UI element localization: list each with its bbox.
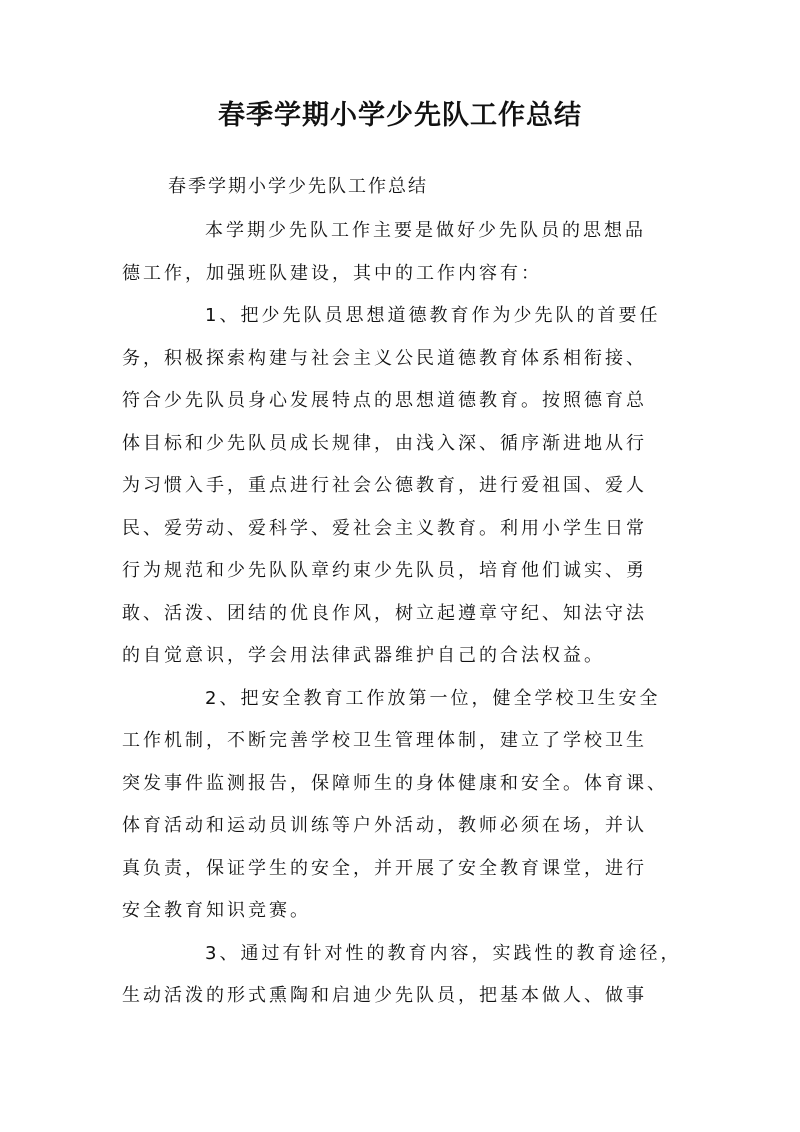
document-title: 春季学期小学少先队工作总结 <box>218 100 582 131</box>
body-line: 行为规范和少先队队章约束少先队员，培育他们诚实、勇 <box>122 560 647 581</box>
body-line: 的自觉意识，学会用法律武器维护自己的合法权益。 <box>122 645 605 666</box>
body-line: 安全教育知识竞赛。 <box>122 900 311 921</box>
body-line: 为习惯入手，重点进行社会公德教育，进行爱祖国、爱人 <box>122 475 647 496</box>
document-subtitle: 春季学期小学少先队工作总结 <box>168 176 428 197</box>
body-line: 突发事件监测报告，保障师生的身体健康和安全。体育课、 <box>122 773 668 794</box>
body-line: 符合少先队员身心发展特点的思想道德教育。按照德育总 <box>122 390 647 411</box>
body-line: 民、爱劳动、爱科学、爱社会主义教育。利用小学生日常 <box>122 518 647 539</box>
body-line: 体育活动和运动员训练等户外活动，教师必须在场，并认 <box>122 815 647 836</box>
body-line: 本学期少先队工作主要是做好少先队员的思想品 <box>205 220 646 241</box>
body-line: 工作机制，不断完善学校卫生管理体制，建立了学校卫生 <box>122 730 647 751</box>
body-line: 2、把安全教育工作放第一位，健全学校卫生安全 <box>205 688 661 709</box>
body-line: 德工作，加强班队建设，其中的工作内容有： <box>122 263 542 284</box>
body-line: 务，积极探索构建与社会主义公民道德教育体系相衔接、 <box>122 348 647 369</box>
body-line: 敢、活泼、团结的优良作风，树立起遵章守纪、知法守法 <box>122 603 647 624</box>
body-line: 真负责，保证学生的安全，并开展了安全教育课堂，进行 <box>122 858 647 879</box>
body-line: 1、把少先队员思想道德教育作为少先队的首要任 <box>205 305 661 326</box>
body-line: 生动活泼的形式熏陶和启迪少先队员，把基本做人、做事 <box>122 985 647 1006</box>
body-line: 3、通过有针对性的教育内容，实践性的教育途径， <box>205 943 682 964</box>
body-line: 体目标和少先队员成长规律，由浅入深、循序渐进地从行 <box>122 433 647 454</box>
